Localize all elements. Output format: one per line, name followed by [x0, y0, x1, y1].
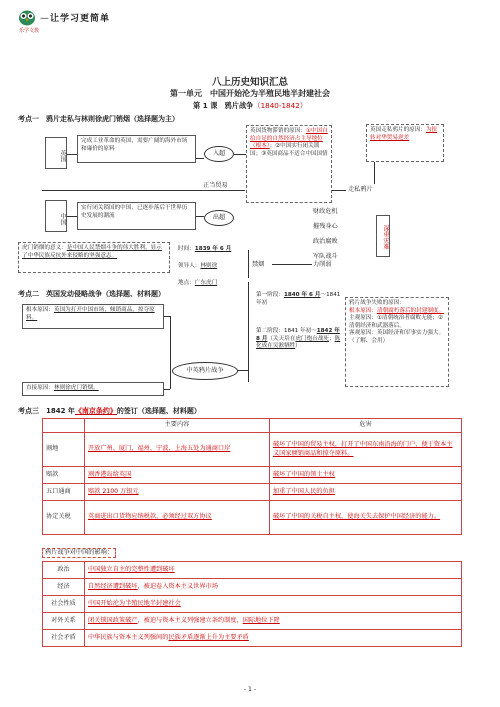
stage1: 第一阶段：1840 年 6 月～1841 年初 — [256, 292, 341, 306]
direct-cause-box: 直接原因：林则徐虎门销烟。 — [22, 382, 164, 396]
harm-item: 军队战斗力削弱 — [313, 253, 338, 269]
normal-trade-label: 正当贸易 — [203, 182, 228, 189]
war-oval: 中英鸦片战争 — [172, 362, 238, 380]
ban-info: 时间：1839 年 6 月 领导人：林则徐 地点：广东虎门 — [178, 246, 232, 286]
kp1-heading: 考点一 鸦片走私与林则徐虎门销烟（选择题为主） — [18, 115, 179, 123]
chu-chao-oval: 出超 — [204, 210, 234, 226]
cause-box: 英国货物滞销的原因：①中国自给自足的自然经济占主导地位（根本）；②中国实行闭关锁国；③英国商品不适合中国国情 — [246, 125, 332, 203]
treaty-table — [42, 418, 462, 535]
page-title: 八上历史知识汇总 — [211, 77, 288, 88]
harm-item: 摧残身心 — [313, 223, 338, 230]
impact-table — [42, 561, 462, 647]
col-header-content: 主要内容 — [85, 419, 270, 433]
page-number: - 1 - — [243, 686, 257, 693]
britain-desc: 完成工业革命的英国，需要广阔的海外市场和廉价的原料 — [77, 135, 196, 163]
table-row: 社会矛盾 中华民族与资本主义列强间的民族矛盾逐渐上升为主要矛盾 — [43, 630, 462, 647]
col-header-harm: 危害 — [270, 419, 462, 433]
lesson-title: 第 1 课 鸦片战争（1840-1842） — [193, 101, 307, 110]
britain-box: 英国 — [45, 137, 67, 169]
smuggle-label: 走私鸦片 — [348, 186, 373, 193]
significance-box: 虎门销烟的意义：是中国人民禁烟斗争的伟大胜利，显示了中华民族反抗外来侵略的坚强意志。 — [18, 242, 170, 273]
table-row: 对外关系 闭关锁国政策破产，被迫与资本主义列强建立条约制度，国际地位下降 — [43, 613, 462, 630]
china-box: 中国 — [45, 200, 67, 232]
ru-chao-oval: 入超 — [204, 146, 234, 162]
table-row: 社会性质 中国开始沦为半殖民地半封建社会 — [43, 596, 462, 613]
china-desc: 实行闭关锁国的中国，已逐步落后于世界历史发展的潮流 — [77, 202, 196, 230]
logo — [17, 8, 37, 26]
table-row: 五口通商 赔款 2100 万银元 加重了中国人民的负担 — [43, 484, 462, 501]
disaster-box: 深重灾难 — [376, 215, 390, 257]
smuggle-reason-box: 英国走私鸦片的原因：为扭转对华贸易逆差 — [366, 124, 444, 162]
owl-logo-icon — [17, 8, 37, 26]
kp2-heading: 考点二 英国发动侵略战争（选择题、材料题） — [18, 290, 165, 298]
unit-title: 第一单元 中国开始沦为半殖民地半封建社会 — [170, 89, 330, 98]
table-row: 赔款 割香港岛给英国 破坏了中国的领土主权 — [43, 467, 462, 484]
root-cause-box: 根本原因：英国为打开中国市场，倾销商品，掠夺原料。 — [22, 304, 164, 329]
logo-text: 乐学文教 — [18, 28, 39, 34]
ban-label: 禁烟 — [252, 261, 265, 268]
table-row: 经济 自然经济遭到破坏，被迫卷入资本主义世界市场 — [43, 579, 462, 596]
stage2: 第二阶段：1841 年初～1842 年 8 月（关天培在虎门炮台战死；陈化成在吴淞牺牲） — [256, 328, 341, 350]
harm-item: 政治腐败 — [313, 238, 338, 245]
table-row: 政治 中国独立自主的完整性遭到破坏 — [43, 562, 462, 579]
impact-heading: 鸦片战争对中国的影响： — [42, 548, 116, 558]
harm-list — [313, 208, 368, 268]
header-slogan: —让学习更简单 — [40, 14, 111, 24]
harm-item: 财政危机 — [313, 208, 338, 215]
table-row: 协定关税 英商进出口货物应纳税款，必须经过双方协议 破坏了中国的关税自主权，使海关失去保护中国经济的能力。 — [43, 501, 462, 535]
failure-box: 鸦片战争失败的原因： 根本原因：清朝腐朽落后的封建制度。 主观原因：①清朝统治者腐败无能；②清朝经济和武器落后。 客观原因：英国经济和军事实力强大。（了解、会用） — [345, 297, 449, 387]
kp3-heading: 考点三 1842 年《南京条约》的签订（选择题、材料题） — [18, 407, 201, 415]
table-row: 割地 开放广州、厦门、福州、宁波、上海五处为通商口岸 破坏了中国的贸易主权，打开了中国东南沿海的门户，便于资本主义国家倾销商品和掠夺原料。 — [43, 433, 462, 467]
